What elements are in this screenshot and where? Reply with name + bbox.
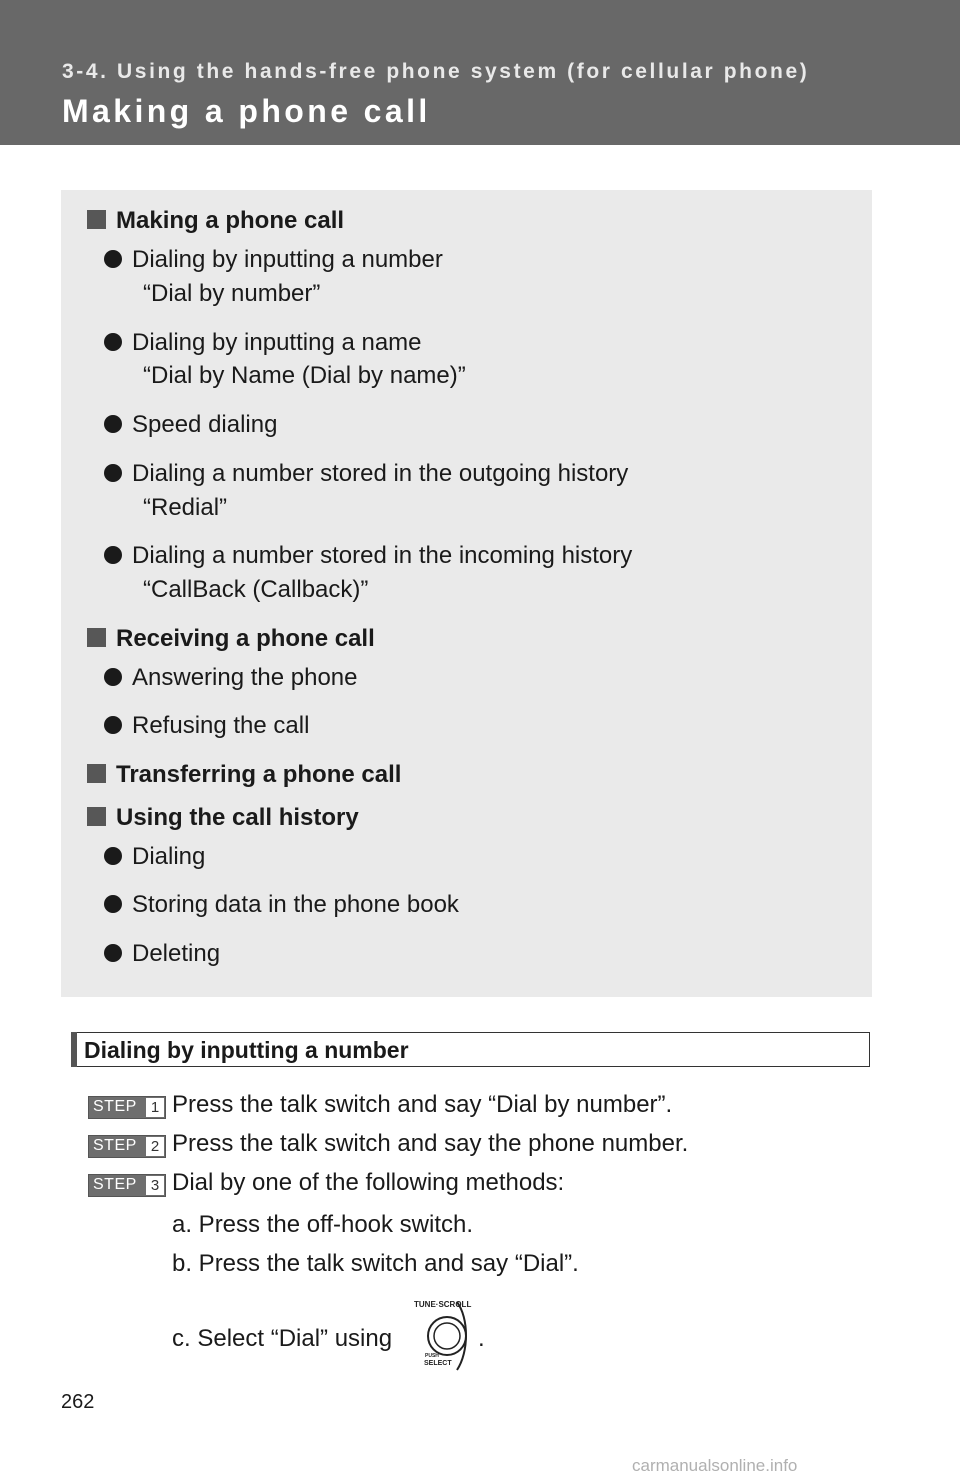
round-bullet-icon xyxy=(104,668,122,686)
step-text: Press the talk switch and say the phone number. xyxy=(172,1130,689,1157)
method-c: c. Select “Dial” using xyxy=(172,1325,393,1352)
square-bullet-icon xyxy=(87,210,106,229)
method-c-end: . xyxy=(478,1325,485,1352)
round-bullet-icon xyxy=(104,847,122,865)
overview-item: Dialing a number stored in the incoming history xyxy=(104,542,632,570)
overview-item: Answering the phone xyxy=(104,664,358,692)
section-title: Dialing by inputting a number xyxy=(84,1037,409,1063)
square-bullet-icon xyxy=(87,764,106,783)
method-a: a. Press the off-hook switch. xyxy=(172,1211,474,1238)
round-bullet-icon xyxy=(104,716,122,734)
overview-subitem: “CallBack (Callback)” xyxy=(143,576,369,603)
page-number: 262 xyxy=(61,1391,95,1413)
overview-heading: Making a phone call xyxy=(87,207,344,235)
overview-heading: Transferring a phone call xyxy=(87,761,401,789)
overview-item: Dialing by inputting a number xyxy=(104,246,443,274)
overview-item: Storing data in the phone book xyxy=(104,891,459,919)
step-badge: STEP 2 xyxy=(88,1135,166,1158)
overview-heading: Using the call history xyxy=(87,804,359,832)
knob-select-label: SELECT xyxy=(424,1360,452,1367)
overview-box xyxy=(61,190,872,997)
step-badge: STEP 3 xyxy=(88,1174,166,1197)
section-heading xyxy=(71,1032,870,1067)
section-accent xyxy=(71,1032,77,1067)
overview-item: Dialing xyxy=(104,843,205,871)
round-bullet-icon xyxy=(104,250,122,268)
round-bullet-icon xyxy=(104,333,122,351)
round-bullet-icon xyxy=(104,415,122,433)
chapter-header xyxy=(0,0,960,145)
method-b: b. Press the talk switch and say “Dial”. xyxy=(172,1250,579,1277)
overview-subitem: “Dial by Name (Dial by name)” xyxy=(143,362,466,389)
square-bullet-icon xyxy=(87,628,106,647)
overview-item: Speed dialing xyxy=(104,411,277,439)
overview-item: Dialing by inputting a name xyxy=(104,329,422,357)
round-bullet-icon xyxy=(104,546,122,564)
watermark[interactable]: carmanualsonline.info xyxy=(632,1456,798,1475)
overview-subitem: “Redial” xyxy=(143,494,228,521)
step-badge: STEP 1 xyxy=(88,1096,166,1119)
overview-heading: Receiving a phone call xyxy=(87,625,375,653)
page-title: Making a phone call xyxy=(62,93,431,129)
round-bullet-icon xyxy=(104,464,122,482)
square-bullet-icon xyxy=(87,807,106,826)
round-bullet-icon xyxy=(104,944,122,962)
knob-top-label: TUNE·SCROLL xyxy=(414,1300,472,1309)
overview-item: Dialing a number stored in the outgoing history xyxy=(104,460,628,488)
tune-select-knob-icon xyxy=(409,1296,473,1374)
overview-subitem: “Dial by number” xyxy=(143,280,321,307)
step-text: Press the talk switch and say “Dial by number”. xyxy=(172,1091,673,1118)
overview-item: Refusing the call xyxy=(104,712,309,740)
round-bullet-icon xyxy=(104,895,122,913)
knob-push-label: PUSH xyxy=(425,1353,439,1359)
step-text: Dial by one of the following methods: xyxy=(172,1169,565,1196)
overview-item: Deleting xyxy=(104,940,220,968)
section-label: 3-4. Using the hands-free phone system (for cellular phone) xyxy=(62,60,810,83)
